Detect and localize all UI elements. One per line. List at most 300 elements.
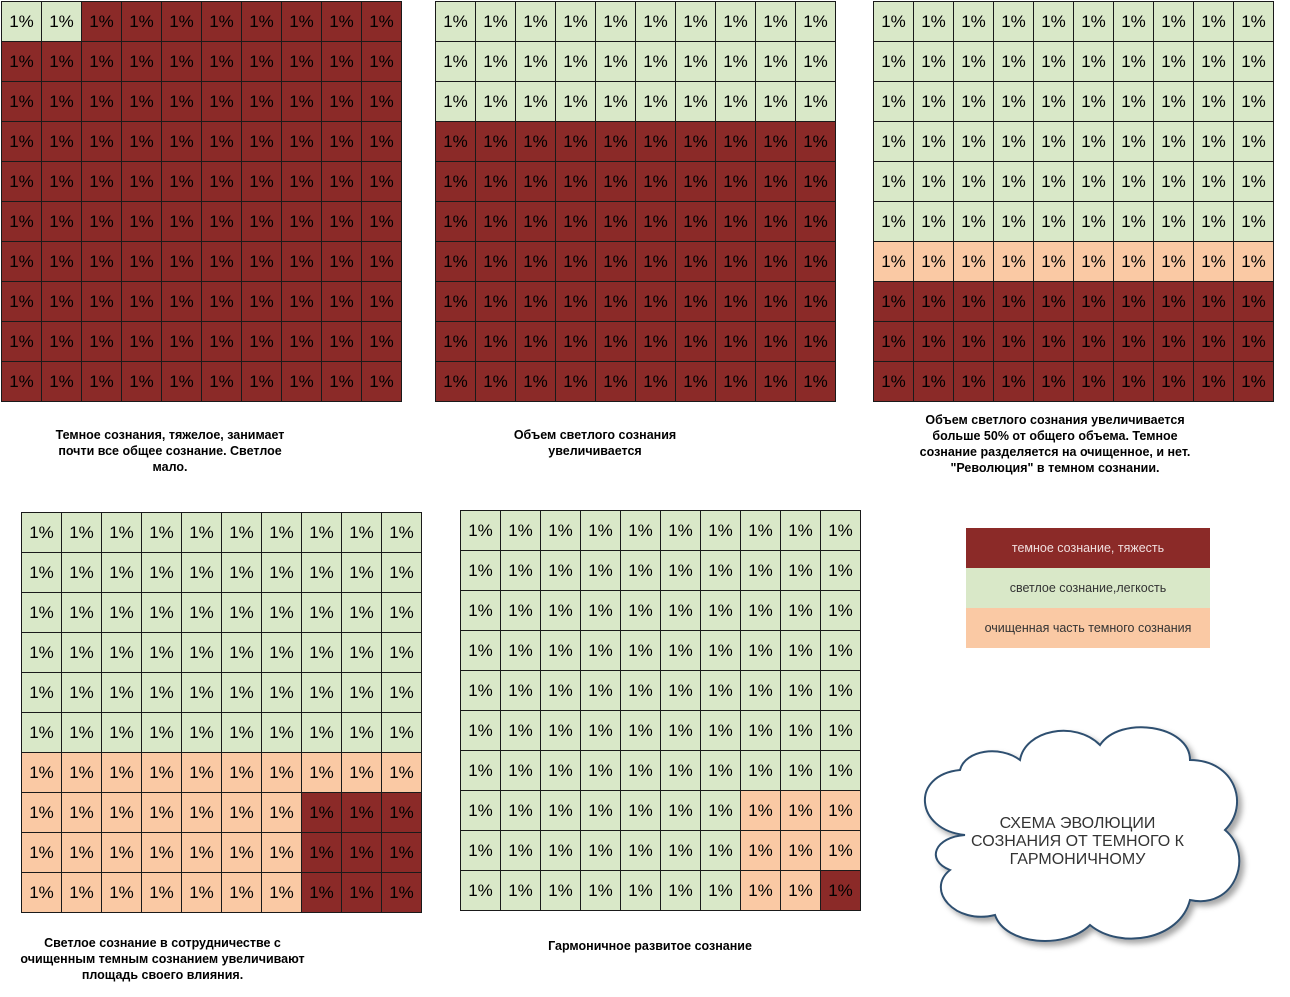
- cloud-callout: [905, 715, 1255, 960]
- grid-cell: 1%: [122, 82, 162, 122]
- grid-cell: 1%: [781, 791, 821, 831]
- grid-cell: 1%: [636, 282, 676, 322]
- grid-cell: 1%: [342, 833, 382, 873]
- grid-cell: 1%: [994, 162, 1034, 202]
- grid-cell: 1%: [102, 833, 142, 873]
- grid-cell: 1%: [476, 202, 516, 242]
- grid-cell: 1%: [1154, 282, 1194, 322]
- grid-cell: 1%: [202, 202, 242, 242]
- grid-cell: 1%: [741, 591, 781, 631]
- grid-cell: 1%: [1234, 362, 1274, 402]
- grid-cell: 1%: [222, 553, 262, 593]
- grid-cell: 1%: [476, 82, 516, 122]
- grid-cell: 1%: [362, 162, 402, 202]
- grid-cell: 1%: [516, 322, 556, 362]
- grid-cell: 1%: [222, 713, 262, 753]
- grid-cell: 1%: [874, 282, 914, 322]
- grid-cell: 1%: [556, 282, 596, 322]
- grid-cell: 1%: [436, 202, 476, 242]
- grid-cell: 1%: [302, 633, 342, 673]
- grid-cell: 1%: [436, 282, 476, 322]
- grid-cell: 1%: [1114, 2, 1154, 42]
- grid-cell: 1%: [342, 553, 382, 593]
- grid-cell: 1%: [102, 633, 142, 673]
- grid-cell: 1%: [282, 242, 322, 282]
- grid-cell: 1%: [621, 791, 661, 831]
- grid-cell: 1%: [476, 2, 516, 42]
- grid-cell: 1%: [501, 711, 541, 751]
- grid-cell: 1%: [1234, 162, 1274, 202]
- grid-cell: 1%: [954, 2, 994, 42]
- grid-cell: 1%: [741, 631, 781, 671]
- grid-cell: 1%: [821, 551, 861, 591]
- grid-cell: 1%: [716, 42, 756, 82]
- grid-cell: 1%: [282, 282, 322, 322]
- grid-cell: 1%: [661, 871, 701, 911]
- grid-cell: 1%: [541, 671, 581, 711]
- grid-cell: 1%: [914, 82, 954, 122]
- grid-cell: 1%: [102, 713, 142, 753]
- grid-cell: 1%: [202, 362, 242, 402]
- grid-cell: 1%: [1034, 162, 1074, 202]
- grid-cell: 1%: [22, 673, 62, 713]
- grid-cell: 1%: [82, 242, 122, 282]
- grid-cell: 1%: [1194, 362, 1234, 402]
- grid-cell: 1%: [556, 2, 596, 42]
- grid-cell: 1%: [781, 751, 821, 791]
- grid-cell: 1%: [716, 2, 756, 42]
- grid-cell: 1%: [1034, 42, 1074, 82]
- grid-cell: 1%: [954, 362, 994, 402]
- grid-cell: 1%: [716, 282, 756, 322]
- grid-cell: 1%: [62, 833, 102, 873]
- grid-cell: 1%: [202, 82, 242, 122]
- grid-cell: 1%: [541, 871, 581, 911]
- grid-cell: 1%: [282, 42, 322, 82]
- grid-cell: 1%: [756, 42, 796, 82]
- grid-cell: 1%: [636, 322, 676, 362]
- grid-cell: 1%: [1154, 162, 1194, 202]
- grid-cell: 1%: [1114, 282, 1154, 322]
- grid-cell: 1%: [581, 711, 621, 751]
- caption-stage-1: Темное сознания, тяжелое, занимает почти все общее сознание. Светлое мало.: [55, 428, 285, 474]
- grid-cell: 1%: [382, 673, 422, 713]
- grid-cell: 1%: [1034, 362, 1074, 402]
- grid-cell: 1%: [596, 2, 636, 42]
- grid-cell: 1%: [302, 833, 342, 873]
- grid-cell: 1%: [382, 593, 422, 633]
- grid-cell: 1%: [2, 82, 42, 122]
- grid-cell: 1%: [142, 633, 182, 673]
- grid-cell: 1%: [302, 753, 342, 793]
- grid-cell: 1%: [1194, 242, 1234, 282]
- grid-cell: 1%: [676, 362, 716, 402]
- grid-cell: 1%: [596, 242, 636, 282]
- grid-cell: 1%: [556, 82, 596, 122]
- grid-cell: 1%: [596, 82, 636, 122]
- grid-cell: 1%: [242, 162, 282, 202]
- grid-cell: 1%: [756, 202, 796, 242]
- grid-cell: 1%: [2, 362, 42, 402]
- grid-cell: 1%: [2, 2, 42, 42]
- grid-cell: 1%: [516, 42, 556, 82]
- grid-cell: 1%: [661, 631, 701, 671]
- grid-cell: 1%: [636, 2, 676, 42]
- grid-cell: 1%: [302, 513, 342, 553]
- grid-cell: 1%: [1114, 202, 1154, 242]
- grid-cell: 1%: [476, 42, 516, 82]
- grid-cell: 1%: [461, 631, 501, 671]
- grid-cell: 1%: [342, 793, 382, 833]
- grid-cell: 1%: [741, 511, 781, 551]
- grid-cell: 1%: [342, 513, 382, 553]
- grid-cell: 1%: [461, 511, 501, 551]
- grid-cell: 1%: [781, 631, 821, 671]
- grid-cell: 1%: [581, 831, 621, 871]
- grid-cell: 1%: [162, 362, 202, 402]
- grid-cell: 1%: [1154, 362, 1194, 402]
- grid-cell: 1%: [122, 362, 162, 402]
- grid-cell: 1%: [781, 831, 821, 871]
- grid-cell: 1%: [162, 282, 202, 322]
- grid-cell: 1%: [461, 751, 501, 791]
- grid-cell: 1%: [22, 793, 62, 833]
- grid-cell: 1%: [501, 871, 541, 911]
- grid-cell: 1%: [142, 593, 182, 633]
- grid-cell: 1%: [954, 282, 994, 322]
- grid-cell: 1%: [222, 633, 262, 673]
- grid-cell: 1%: [382, 553, 422, 593]
- grid-cell: 1%: [541, 631, 581, 671]
- grid-cell: 1%: [362, 242, 402, 282]
- grid-cell: 1%: [716, 162, 756, 202]
- grid-cell: 1%: [516, 82, 556, 122]
- grid-cell: 1%: [222, 593, 262, 633]
- grid-cell: 1%: [676, 322, 716, 362]
- grid-cell: 1%: [182, 513, 222, 553]
- grid-cell: 1%: [796, 122, 836, 162]
- grid-cell: 1%: [874, 202, 914, 242]
- grid-cell: 1%: [796, 242, 836, 282]
- grid-cell: 1%: [302, 873, 342, 913]
- grid-cell: 1%: [222, 833, 262, 873]
- grid-cell: 1%: [262, 713, 302, 753]
- grid-cell: 1%: [1234, 282, 1274, 322]
- legend-cleansed: очищенная часть темного сознания: [966, 608, 1210, 648]
- grid-cell: 1%: [1114, 242, 1154, 282]
- grid-cell: 1%: [914, 42, 954, 82]
- grid-cell: 1%: [596, 362, 636, 402]
- grid-cell: 1%: [954, 202, 994, 242]
- grid-cell: 1%: [541, 551, 581, 591]
- grid-cell: 1%: [2, 282, 42, 322]
- grid-cell: 1%: [1074, 362, 1114, 402]
- grid-cell: 1%: [636, 82, 676, 122]
- grid-cell: 1%: [756, 282, 796, 322]
- grid-cell: 1%: [701, 631, 741, 671]
- grid-cell: 1%: [262, 593, 302, 633]
- grid-cell: 1%: [676, 162, 716, 202]
- caption-stage-3: Объем светлого сознания увеличивается больше 50% от общего объема. Темное сознание разделяется на очищенное, и нет. "Революция" в темном сознании.: [919, 413, 1191, 475]
- grid-cell: 1%: [1194, 162, 1234, 202]
- grid-cell: 1%: [796, 162, 836, 202]
- grid-cell: 1%: [914, 122, 954, 162]
- grid-cell: 1%: [262, 673, 302, 713]
- grid-cell: 1%: [621, 871, 661, 911]
- grid-cell: 1%: [914, 2, 954, 42]
- grid-cell: 1%: [676, 122, 716, 162]
- grid-cell: 1%: [62, 673, 102, 713]
- grid-cell: 1%: [1194, 282, 1234, 322]
- grid-cell: 1%: [362, 2, 402, 42]
- grid-cell: 1%: [874, 82, 914, 122]
- grid-cell: 1%: [716, 122, 756, 162]
- grid-cell: 1%: [436, 362, 476, 402]
- cloud-title: [960, 815, 1195, 869]
- grid-cell: 1%: [436, 2, 476, 42]
- grid-cell: 1%: [1114, 162, 1154, 202]
- grid-cell: 1%: [501, 751, 541, 791]
- grid-cell: 1%: [1034, 242, 1074, 282]
- grid-cell: 1%: [222, 873, 262, 913]
- grid-cell: 1%: [1154, 42, 1194, 82]
- grid-cell: 1%: [701, 711, 741, 751]
- grid-cell: 1%: [596, 122, 636, 162]
- grid-cell: 1%: [821, 791, 861, 831]
- grid-cell: 1%: [661, 791, 701, 831]
- grid-cell: 1%: [362, 322, 402, 362]
- grid-cell: 1%: [994, 322, 1034, 362]
- grid-cell: 1%: [162, 162, 202, 202]
- legend-light: светлое сознание,легкость: [966, 568, 1210, 608]
- grid-cell: 1%: [1234, 322, 1274, 362]
- grid-cell: 1%: [581, 791, 621, 831]
- grid-cell: 1%: [596, 202, 636, 242]
- grid-cell: 1%: [102, 753, 142, 793]
- grid-cell: 1%: [242, 2, 282, 42]
- grid-cell: 1%: [62, 713, 102, 753]
- grid-cell: 1%: [202, 2, 242, 42]
- grid-cell: 1%: [716, 202, 756, 242]
- grid-cell: 1%: [242, 282, 282, 322]
- grid-cell: 1%: [796, 202, 836, 242]
- grid-cell: 1%: [994, 202, 1034, 242]
- grid-cell: 1%: [122, 202, 162, 242]
- grid-cell: 1%: [242, 322, 282, 362]
- grid-cell: 1%: [62, 553, 102, 593]
- grid-cell: 1%: [436, 322, 476, 362]
- grid-cell: 1%: [874, 362, 914, 402]
- grid-cell: 1%: [756, 2, 796, 42]
- grid-cell: 1%: [621, 711, 661, 751]
- grid-cell: 1%: [142, 793, 182, 833]
- grid-cell: 1%: [102, 793, 142, 833]
- grid-cell: 1%: [701, 671, 741, 711]
- grid-cell: 1%: [362, 362, 402, 402]
- grid-cell: 1%: [1034, 122, 1074, 162]
- grid-cell: 1%: [501, 631, 541, 671]
- grid-cell: 1%: [661, 671, 701, 711]
- grid-cell: 1%: [781, 711, 821, 751]
- grid-cell: 1%: [501, 511, 541, 551]
- grid-cell: 1%: [162, 42, 202, 82]
- grid-cell: 1%: [62, 753, 102, 793]
- grid-cell: 1%: [242, 122, 282, 162]
- grid-cell: 1%: [62, 593, 102, 633]
- grid-cell: 1%: [182, 633, 222, 673]
- grid-cell: 1%: [461, 791, 501, 831]
- grid-cell: 1%: [914, 282, 954, 322]
- grid-cell: 1%: [954, 242, 994, 282]
- grid-cell: 1%: [821, 591, 861, 631]
- grid-cell: 1%: [436, 122, 476, 162]
- grid-cell: 1%: [1074, 162, 1114, 202]
- grid-cell: 1%: [82, 2, 122, 42]
- grid-cell: 1%: [636, 242, 676, 282]
- grid-cell: 1%: [701, 871, 741, 911]
- grid-cell: 1%: [122, 322, 162, 362]
- grid-cell: 1%: [122, 242, 162, 282]
- grid-cell: 1%: [242, 202, 282, 242]
- grid-cell: 1%: [1034, 2, 1074, 42]
- grid-cell: 1%: [781, 671, 821, 711]
- grid-cell: 1%: [741, 791, 781, 831]
- grid-cell: 1%: [1234, 42, 1274, 82]
- grid-cell: 1%: [501, 831, 541, 871]
- grid-cell: 1%: [42, 202, 82, 242]
- grid-cell: 1%: [701, 591, 741, 631]
- grid-cell: 1%: [516, 2, 556, 42]
- grid-cell: 1%: [322, 162, 362, 202]
- grid-cell: 1%: [436, 42, 476, 82]
- grid-stage-3: [873, 1, 1274, 402]
- grid-cell: 1%: [342, 873, 382, 913]
- grid-cell: 1%: [182, 673, 222, 713]
- grid-cell: 1%: [516, 202, 556, 242]
- grid-cell: 1%: [242, 82, 282, 122]
- cloud-title-line-2: СОЗНАНИЯ ОТ ТЕМНОГО К: [970, 833, 1184, 850]
- grid-cell: 1%: [1074, 282, 1114, 322]
- grid-cell: 1%: [781, 591, 821, 631]
- grid-cell: 1%: [2, 122, 42, 162]
- grid-cell: 1%: [676, 42, 716, 82]
- grid-cell: 1%: [621, 551, 661, 591]
- grid-cell: 1%: [82, 282, 122, 322]
- grid-cell: 1%: [701, 511, 741, 551]
- grid-cell: 1%: [796, 282, 836, 322]
- grid-cell: 1%: [741, 711, 781, 751]
- grid-cell: 1%: [874, 322, 914, 362]
- grid-cell: 1%: [122, 162, 162, 202]
- grid-cell: 1%: [581, 751, 621, 791]
- grid-cell: 1%: [322, 202, 362, 242]
- grid-cell: 1%: [262, 553, 302, 593]
- grid-cell: 1%: [716, 322, 756, 362]
- grid-cell: 1%: [716, 242, 756, 282]
- grid-cell: 1%: [501, 791, 541, 831]
- grid-cell: 1%: [461, 831, 501, 871]
- grid-cell: 1%: [342, 713, 382, 753]
- grid-cell: 1%: [142, 713, 182, 753]
- grid-cell: 1%: [914, 242, 954, 282]
- grid-cell: 1%: [182, 593, 222, 633]
- grid-cell: 1%: [661, 591, 701, 631]
- grid-cell: 1%: [302, 713, 342, 753]
- grid-cell: 1%: [661, 551, 701, 591]
- grid-cell: 1%: [821, 871, 861, 911]
- grid-cell: 1%: [242, 42, 282, 82]
- grid-cell: 1%: [1074, 122, 1114, 162]
- grid-cell: 1%: [1234, 122, 1274, 162]
- grid-cell: 1%: [282, 322, 322, 362]
- grid-cell: 1%: [102, 593, 142, 633]
- grid-cell: 1%: [382, 873, 422, 913]
- grid-cell: 1%: [994, 2, 1034, 42]
- grid-cell: 1%: [1074, 322, 1114, 362]
- grid-cell: 1%: [994, 122, 1034, 162]
- cloud-title-line-3: ГАРМОНИЧНОМУ: [1009, 851, 1146, 868]
- grid-cell: 1%: [142, 833, 182, 873]
- grid-cell: 1%: [556, 202, 596, 242]
- grid-cell: 1%: [1194, 322, 1234, 362]
- grid-cell: 1%: [382, 513, 422, 553]
- grid-cell: 1%: [581, 591, 621, 631]
- grid-cell: 1%: [362, 82, 402, 122]
- grid-cell: 1%: [342, 673, 382, 713]
- grid-cell: 1%: [1194, 122, 1234, 162]
- grid-cell: 1%: [42, 162, 82, 202]
- grid-cell: 1%: [661, 511, 701, 551]
- grid-cell: 1%: [322, 282, 362, 322]
- grid-cell: 1%: [182, 793, 222, 833]
- grid-cell: 1%: [476, 122, 516, 162]
- grid-cell: 1%: [581, 871, 621, 911]
- grid-cell: 1%: [322, 42, 362, 82]
- legend-dark: темное сознание, тяжесть: [966, 528, 1210, 568]
- grid-cell: 1%: [42, 322, 82, 362]
- grid-cell: 1%: [821, 671, 861, 711]
- grid-stage-2: [435, 1, 836, 402]
- grid-cell: 1%: [282, 82, 322, 122]
- grid-cell: 1%: [362, 282, 402, 322]
- grid-cell: 1%: [821, 631, 861, 671]
- grid-cell: 1%: [322, 362, 362, 402]
- grid-stage-1: [1, 1, 402, 402]
- grid-cell: 1%: [596, 322, 636, 362]
- grid-cell: 1%: [756, 122, 796, 162]
- grid-cell: 1%: [676, 242, 716, 282]
- grid-cell: 1%: [874, 242, 914, 282]
- grid-cell: 1%: [382, 713, 422, 753]
- grid-cell: 1%: [362, 122, 402, 162]
- grid-cell: 1%: [1234, 82, 1274, 122]
- grid-cell: 1%: [122, 2, 162, 42]
- grid-cell: 1%: [581, 631, 621, 671]
- grid-cell: 1%: [22, 833, 62, 873]
- grid-cell: 1%: [362, 202, 402, 242]
- grid-cell: 1%: [2, 242, 42, 282]
- grid-cell: 1%: [342, 753, 382, 793]
- grid-cell: 1%: [661, 831, 701, 871]
- grid-cell: 1%: [701, 551, 741, 591]
- grid-cell: 1%: [821, 711, 861, 751]
- grid-cell: 1%: [42, 282, 82, 322]
- grid-cell: 1%: [581, 551, 621, 591]
- grid-cell: 1%: [42, 82, 82, 122]
- grid-cell: 1%: [741, 831, 781, 871]
- grid-cell: 1%: [182, 753, 222, 793]
- grid-cell: 1%: [874, 122, 914, 162]
